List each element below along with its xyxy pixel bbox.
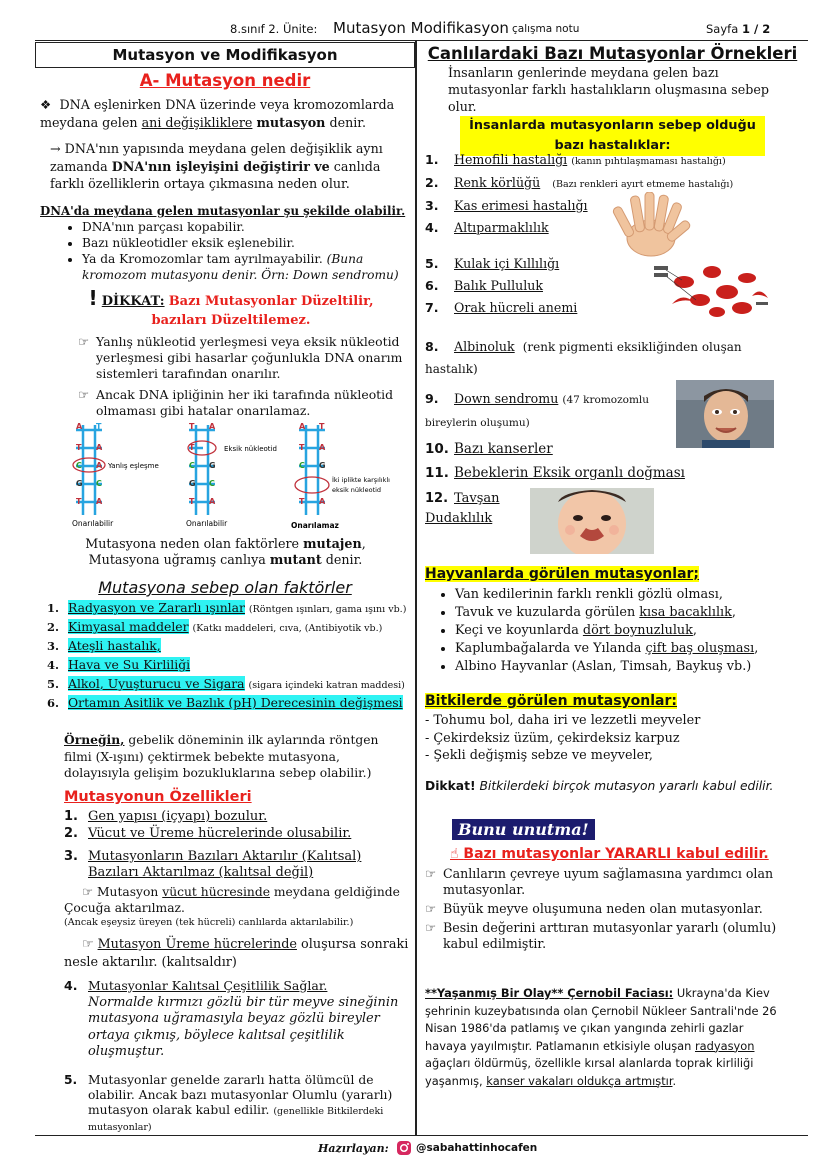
- animal-text: çift baş oluşması: [645, 641, 755, 656]
- diagram-label-3a: İki iplikte karşılıklı: [332, 476, 390, 484]
- header-page-label: Sayfa: [706, 22, 739, 36]
- factor-text: Alkol, Uyuşturucu ve Sigara: [68, 676, 245, 691]
- svg-text:A: A: [96, 443, 103, 452]
- mutagen-text-2: , Mutasyona uğramış canlıya: [88, 536, 366, 567]
- disease-item: [425, 175, 733, 190]
- disease-number: 9.: [425, 391, 439, 406]
- dna-repair-diagram: [58, 420, 398, 532]
- dikkat-box: [66, 286, 396, 330]
- animal-list: [455, 586, 800, 676]
- disease-item: [425, 278, 543, 293]
- disease-item: [425, 256, 559, 271]
- svg-text:G: G: [76, 479, 83, 488]
- hand-icon: ☝: [450, 846, 459, 862]
- diagram-caption-1: Onarılabilir: [72, 519, 114, 528]
- animal-text: Tavuk ve kuzularda görülen: [455, 605, 636, 620]
- animal-text: dört boynuzluluk: [582, 623, 693, 638]
- disease-number: 7.: [425, 300, 439, 315]
- def-text-1: DNA eşlenirken DNA üzerinde veya kromozomlarda meydana gelen: [40, 97, 395, 130]
- dna-text-2: DNA'nın işleyişini değiştirir ve: [111, 158, 330, 174]
- plant-title-wrap: [425, 693, 677, 709]
- feature-text: Mutasyonların Bazıları Aktarılır (Kalıtsal) Bazıları Aktarılmaz (kalıtsal değil): [88, 849, 362, 880]
- left-title: Mutasyon ve Modifikasyon: [35, 42, 415, 68]
- story-text: ağaçları öldürmüş, özellikle kırsal alanlarda toprak kirliliği yaşanmış,: [425, 1056, 754, 1088]
- disease-note: (Bazı renkleri ayırt etmeme hastalığı): [552, 179, 734, 190]
- example-label: Örneğin,: [64, 732, 125, 747]
- footer-handle: @sabahattinhocafen: [416, 1142, 538, 1154]
- features-title: Mutasyonun Özellikleri: [64, 789, 252, 805]
- disease-name: Balık Pulluluk: [454, 278, 543, 293]
- factor-number: 5.: [47, 677, 60, 691]
- useful-item: [425, 901, 785, 917]
- disease-name: Bazı kanserler: [454, 441, 553, 457]
- six-finger-hand-image: [605, 192, 695, 262]
- svg-text:T: T: [319, 422, 325, 431]
- animal-text: Keçi ve koyunlarda: [455, 623, 579, 638]
- factor-number: 2.: [47, 620, 60, 634]
- subnote-text: vücut hücresinde: [162, 885, 270, 899]
- disease-name: Hemofili hastalığı: [454, 152, 568, 167]
- mutation-list-title: DNA'da meydana gelen mutasyonlar şu şekilde olabilir.: [40, 204, 406, 218]
- feature-subnote: [64, 936, 409, 972]
- useful-list: [425, 866, 785, 952]
- animal-text: kısa bacaklılık: [639, 605, 732, 620]
- factor-text: Hava ve Su Kirliliği: [68, 657, 191, 672]
- svg-text:A: A: [76, 422, 83, 431]
- svg-text:A: A: [319, 443, 326, 452]
- exclamation-icon: !: [88, 286, 98, 310]
- plant-title: Bitkilerde görülen mutasyonlar:: [425, 693, 677, 709]
- feature-number: 1.: [64, 809, 78, 824]
- story-text: kanser vakaları oldukça artmıştır: [486, 1073, 673, 1088]
- pointing-hand-icon: ☞: [82, 937, 94, 952]
- subnote-text: oluşursa sonraki nesle aktarılır. (kalıtsaldır): [64, 937, 409, 970]
- footer: [0, 1140, 828, 1160]
- diagram-caption-3: Onarılamaz: [291, 521, 339, 530]
- svg-text:C: C: [209, 479, 215, 488]
- animal-title: Hayvanlarda görülen mutasyonlar;: [425, 566, 700, 582]
- cleft-lip-photo: [530, 488, 654, 554]
- svg-text:A: A: [96, 497, 103, 506]
- pointing-hand-icon: ☞: [82, 885, 94, 899]
- svg-text:G: G: [209, 461, 216, 470]
- disease-name: Tavşan Dudaklılık: [425, 491, 500, 526]
- factor-number: 3.: [47, 639, 60, 653]
- feature-text: Vücut ve Üreme hücrelerinde olusabilir.: [88, 826, 352, 841]
- header-title: Mutasyon Modifikasyon: [333, 19, 509, 37]
- list-item-text: Ya da Kromozomlar tam ayrılmayabilir.: [82, 252, 323, 266]
- svg-text:A: A: [299, 422, 306, 431]
- pointing-hand-icon: ☞: [425, 920, 437, 935]
- disease-name: Renk körlüğü: [454, 175, 541, 190]
- mutagen-word: mutajen: [303, 536, 362, 551]
- disease-number: 5.: [425, 256, 439, 271]
- disease-number: 10.: [425, 441, 449, 457]
- sickle-cell-image: [652, 262, 772, 320]
- factor-text: Ortamın Asitlik ve Bazlık (pH) Derecesinin değişmesi: [68, 695, 403, 710]
- feature-text: Gen yapısı (içyapı) bozulur.: [88, 809, 268, 824]
- diagram-label-1: Yanlış eşleşme: [108, 462, 159, 470]
- factor-text: Kimyasal maddeler: [68, 619, 189, 634]
- factor-number: 6.: [47, 696, 60, 710]
- disease-item: [425, 465, 685, 481]
- disease-note: (renk pigmenti eksikliğinden oluşan hastalık): [425, 340, 742, 376]
- disease-item: [425, 152, 726, 167]
- right-intro: İnsanların genlerinde meydana gelen bazı mutasyonlar farklı hastalıkların oluşmasına sebep olur.: [448, 65, 769, 114]
- feature-number: 2.: [64, 826, 78, 841]
- factors-list: [47, 600, 412, 714]
- animal-item: • Van kedilerinin farklı renkli gözlü olması,: [455, 586, 800, 604]
- svg-text:A: A: [209, 497, 216, 506]
- factor-item: [47, 638, 412, 657]
- svg-text:G: G: [319, 461, 326, 470]
- repair-note-text: Yanlış nükleotid yerleşmesi veya eksik nükleotid yerleşmesi gibi hasarlar çoğunlukla DNA onarım sistemleri tarafından onarılır.: [96, 334, 403, 381]
- right-title: Canlılardaki Bazı Mutasyonlar Örnekleri: [427, 44, 798, 63]
- dna-change-paragraph: [50, 140, 405, 193]
- svg-text:C: C: [189, 461, 195, 470]
- useful-item: [425, 920, 785, 952]
- animal-item: • Albino Hayvanlar (Aslan, Timsah, Baykuş vb.): [455, 658, 800, 676]
- svg-text:C: C: [76, 461, 82, 470]
- example-text: gebelik döneminin ilk aylarında röntgen filmi (X-ışını) çektirmek bebekte mutasyona, dolayısıyla gelişim bozukluklarına sebep olabilir.): [64, 733, 379, 780]
- repair-note: [78, 334, 408, 382]
- diamond-bullet-icon: ❖: [40, 97, 52, 112]
- pointing-hand-icon: ☞: [78, 334, 90, 349]
- human-title: İnsanlarda mutasyonların sebep olduğu bazı hastalıklar:: [460, 116, 765, 156]
- pointing-hand-icon: ☞: [425, 901, 437, 916]
- disease-item: [425, 441, 553, 457]
- svg-text:C: C: [299, 461, 305, 470]
- plant-note-text: Bitkilerdeki birçok mutasyon yararlı kabul edilir.: [479, 779, 774, 793]
- factor-number: 4.: [47, 658, 60, 672]
- plant-list: [425, 712, 795, 765]
- diagram-label-2: Eksik nükleotid: [224, 445, 277, 453]
- svg-text:T: T: [299, 497, 305, 506]
- animal-item: • Kaplumbağalarda ve Yılanda çift baş oluşması,: [455, 640, 800, 658]
- human-title-wrap: [420, 116, 805, 156]
- plant-item: - Tohumu bol, daha iri ve lezzetli meyveler: [425, 713, 701, 728]
- repair-note-text: Ancak DNA ipliğinin her iki tarafında nükleotid olmaması gibi hatalar onarılamaz.: [96, 387, 394, 418]
- disease-name: Orak hücreli anemi: [454, 300, 578, 315]
- footer-label: Hazırlayan:: [318, 1142, 389, 1155]
- disease-number: 6.: [425, 278, 439, 293]
- feature-item: [64, 849, 409, 881]
- factor-item: [47, 657, 412, 676]
- page-header: [0, 19, 828, 40]
- feature-item-4: [64, 978, 409, 1061]
- story-title: **Yaşanmış Bir Olay** Çernobil Faciası:: [425, 986, 674, 1000]
- mutation-list: [82, 219, 407, 283]
- feature-text: Mutasyonlar genelde zararlı hatta ölümcül de olabilir. Ancak bazı mutasyonlar Olumlu (yararlı) mutasyon olarak kabul edilir.: [88, 1073, 393, 1117]
- useful-note-text: Bazı mutasyonlar YARARLI kabul edilir.: [463, 846, 769, 862]
- header-sub: çalışma notu: [512, 23, 580, 35]
- column-divider: [415, 40, 417, 1136]
- subnote-text: Mutasyon: [96, 885, 159, 899]
- def-text-2: ani değişikliklere: [141, 115, 253, 130]
- useful-item-text: Büyük meyve oluşumuna neden olan mutasyonlar.: [443, 901, 763, 916]
- disease-item: [425, 388, 650, 434]
- disease-item: [425, 336, 755, 380]
- svg-text:A: A: [319, 497, 326, 506]
- animal-item: • Keçi ve koyunlarda dört boynuzluluk,: [455, 622, 800, 640]
- factor-text: Ateşli hastalık,: [68, 638, 161, 653]
- feature-subnote: [64, 884, 409, 916]
- feature-item-5: [64, 1073, 409, 1135]
- asexual-note: (Ancak eşeysiz üreyen (tek hücreli) canlılarda aktarılabilir.): [64, 917, 354, 928]
- useful-item-text: Besin değerini arttıran mutasyonlar yararlı (olumlu) kabul edilmiştir.: [443, 920, 777, 951]
- dikkat-label: DİKKAT:: [101, 294, 165, 309]
- disease-name: Altıparmaklılık: [454, 220, 549, 235]
- disease-number: 8.: [425, 339, 439, 354]
- disease-name: Down sendromu: [454, 391, 559, 406]
- feature-number: 5.: [64, 1073, 78, 1087]
- feature-item: [64, 809, 409, 826]
- dikkat-text: Bazı Mutasyonlar Düzeltilir, bazıları Düzeltilemez.: [151, 294, 374, 328]
- svg-text:T: T: [299, 443, 305, 452]
- svg-text:T: T: [189, 422, 195, 431]
- disease-note: (47 kromozomlu bireylerin oluşumu): [425, 394, 650, 429]
- mutant-word: mutant: [269, 552, 322, 567]
- feature-number: 4.: [64, 978, 78, 993]
- disease-name: Bebeklerin Eksik organlı doğması: [454, 465, 685, 481]
- plant-note-label: Dikkat!: [425, 779, 476, 793]
- factors-title: Mutasyona sebep olan faktörler: [98, 578, 352, 597]
- definition-paragraph: [40, 96, 410, 132]
- subnote-text: Mutasyon Üreme hücrelerinde: [97, 937, 297, 952]
- factor-text: Radyasyon ve Zararlı ışınlar: [68, 600, 245, 615]
- dna-text-3: canlıda farklı özelliklerin ortaya çıkmasına neden olur.: [50, 158, 381, 191]
- svg-text:C: C: [96, 479, 102, 488]
- useful-item: [425, 866, 785, 898]
- list-item-note: (Buna kromozom mutasyonu denir. Örn: Down sendromu): [82, 252, 399, 282]
- animal-title-wrap: [425, 566, 699, 582]
- plant-item: - Şekli değişmiş sebze ve meyveler,: [425, 748, 653, 763]
- repair-notes: [78, 334, 408, 419]
- animal-item: • Tavuk ve kuzularda görülen kısa bacaklılık,: [455, 604, 800, 622]
- def-text-3: mutasyon: [256, 115, 326, 130]
- pointing-hand-icon: ☞: [78, 387, 90, 402]
- disease-name: Albinoluk: [454, 339, 515, 354]
- instagram-icon: [396, 1140, 412, 1156]
- list-item: • Bazı nükleotidler eksik eşlenebilir.: [82, 235, 407, 251]
- features-list: [64, 809, 409, 972]
- story-text: radyasyon: [695, 1038, 755, 1053]
- list-item: [82, 251, 407, 283]
- useful-note: [450, 846, 769, 862]
- feature-item: [64, 826, 409, 849]
- factor-item: [47, 695, 412, 714]
- disease-name: Kas erimesi hastalığı: [454, 198, 588, 213]
- diagram-caption-2: Onarılabilir: [186, 519, 228, 528]
- disease-number: 12.: [425, 491, 449, 506]
- svg-text:G: G: [189, 479, 196, 488]
- chernobyl-story: **Yaşanmış Bir Olay** Çernobil Faciası: Ukrayna'da Kiev şehrinin kuzeybatısında olan Çernobil Nükleer Santrali'nde 26 Nisan 1986'da patlamış ve çıkan yangında zehirli gazlar havaya yayılmıştır. Patlamanın etkisiyle oluşan radyasyon ağaçları öldürmüş, özellikle kırsal alanlarda toprak kirliliği yaşanmış, kanser vakaları oldukça artmıştır.: [425, 986, 777, 1088]
- mutagen-text-3: denir.: [325, 552, 363, 567]
- mutagen-paragraph: [48, 536, 403, 568]
- dna-text-1: → DNA'nın yapısında meydana gelen değişiklik aynı zamanda: [50, 141, 383, 174]
- disease-note: (kanın pıhtılaşmaması hastalığı): [571, 156, 726, 167]
- svg-text:T: T: [76, 443, 82, 452]
- disease-number: 1.: [425, 152, 439, 167]
- feature-text: Mutasyonlar Kalıtsal Çeşitlilik Sağlar.: [88, 978, 328, 993]
- mutagen-text-1: Mutasyona neden olan faktörlere: [85, 536, 300, 551]
- factor-note: (Röntgen ışınları, gama ışını vb.): [248, 604, 407, 615]
- diagram-label-3b: eksik nükleotid: [332, 486, 382, 494]
- useful-item-text: Canlıların çevreye uyum sağlamasına yardımcı olan mutasyonlar.: [443, 866, 774, 897]
- disease-number: 4.: [425, 220, 439, 235]
- feature-example: Normalde kırmızı gözlü bir tür meyve sineğinin mutasyona uğramasıyla beyaz gözlü bireyler ortaya çıkmış, böylece kalıtsal çeşitlilik oluşmuştur.: [88, 994, 399, 1059]
- factor-item: [47, 676, 412, 695]
- factor-item: [47, 600, 412, 619]
- svg-text:T: T: [76, 497, 82, 506]
- section-a-title: A- Mutasyon nedir: [139, 71, 311, 90]
- plant-item: - Çekirdeksiz üzüm, çekirdeksiz karpuz: [425, 730, 680, 746]
- svg-text:T: T: [189, 497, 195, 506]
- disease-number: 3.: [425, 198, 439, 213]
- feature-note: (genellikle Bitkilerdeki mutasyonlar): [88, 1106, 384, 1133]
- pointing-hand-icon: ☞: [425, 866, 437, 881]
- story-text: Ukrayna'da Kiev şehrinin kuzeybatısında olan Çernobil Nükleer Santrali'nde 26 Nisan 1986'da patlamış ve çıkan yangında zehirli gazlar havaya yayılmıştır. Patlamanın etkisiyle oluşan: [425, 986, 777, 1053]
- plant-note: [425, 779, 800, 793]
- disease-number: 2.: [425, 175, 439, 190]
- subnote-text: meydana geldiğinde Çocuğa aktarılmaz.: [64, 885, 400, 915]
- disease-name: Kulak içi Kıllılığı: [454, 256, 560, 271]
- svg-text:T: T: [96, 422, 102, 431]
- disease-number: 11.: [425, 465, 449, 481]
- factor-item: [47, 619, 412, 638]
- svg-text:A: A: [96, 461, 103, 470]
- svg-text:T: T: [189, 443, 195, 452]
- svg-text:A: A: [209, 422, 216, 431]
- down-syndrome-photo: [676, 380, 774, 448]
- disease-item: [425, 489, 535, 529]
- factor-note: (Katkı maddeleri, cıva, (Antibiyotik vb.): [192, 623, 383, 634]
- header-page-number: 1 / 2: [742, 22, 771, 36]
- disease-item: [425, 300, 577, 315]
- factor-number: 1.: [47, 601, 60, 615]
- factor-note: (sigara içindeki katran maddesi): [248, 680, 405, 691]
- disease-item: [425, 220, 549, 235]
- header-unit: 8.sınıf 2. Ünite:: [230, 22, 318, 36]
- feature-number: 3.: [64, 849, 78, 864]
- list-item: • DNA'nın parçası kopabilir.: [82, 219, 407, 235]
- missing-pair-circle: [295, 477, 329, 493]
- animal-text: Kaplumbağalarda ve Yılanda: [455, 641, 642, 656]
- bunu-unutma-badge: Bunu unutma!: [452, 819, 595, 840]
- repair-note: [78, 387, 408, 419]
- disease-item: [425, 198, 588, 213]
- example-paragraph: [64, 732, 409, 782]
- def-text-4: denir.: [329, 115, 367, 130]
